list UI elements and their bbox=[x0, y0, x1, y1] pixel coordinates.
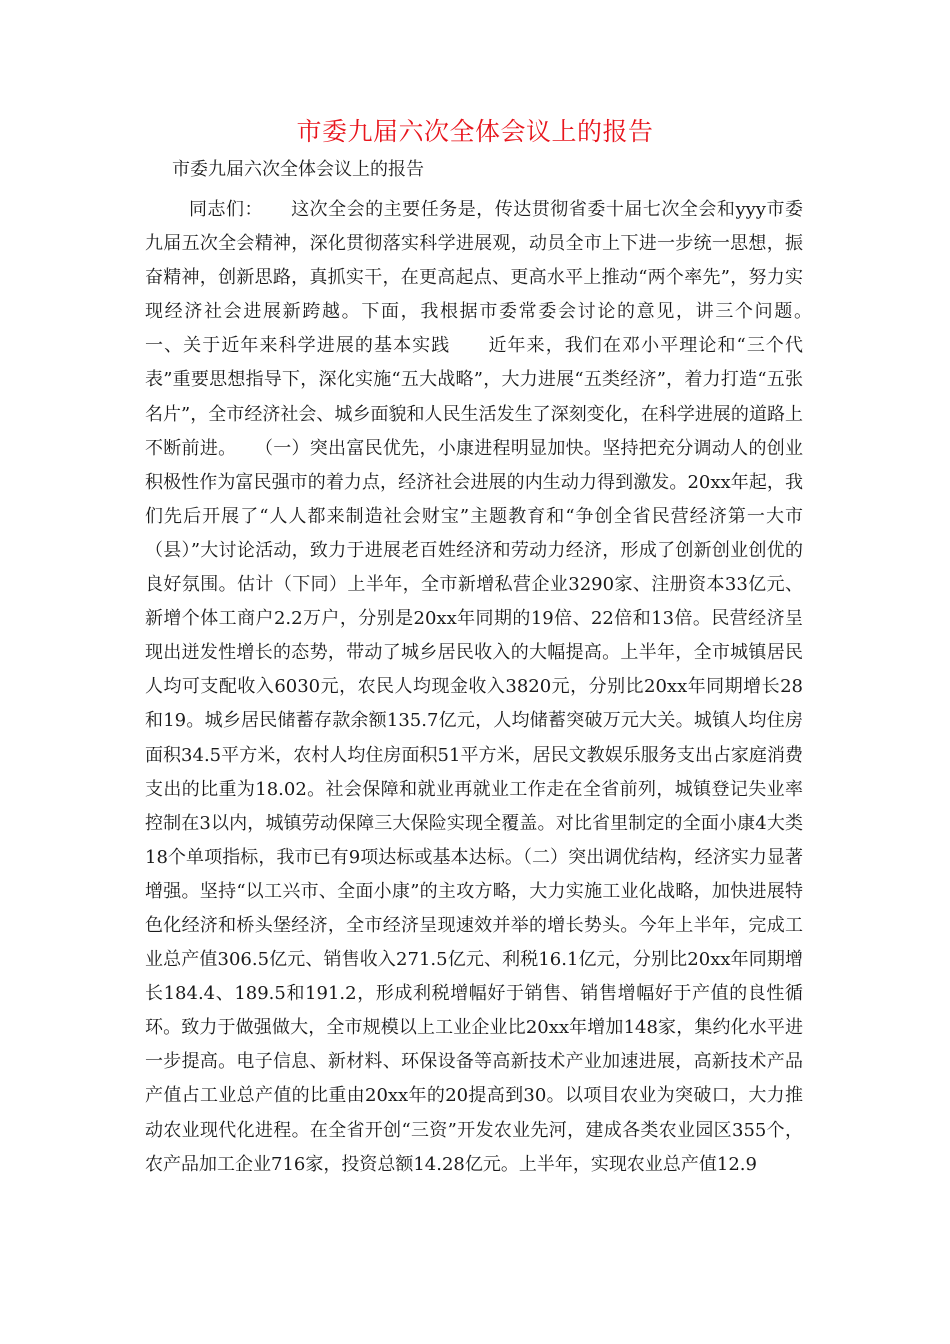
document-title: 市委九届六次全体会议上的报告 bbox=[296, 117, 654, 146]
document-subtitle: 市委九届六次全体会议上的报告 bbox=[172, 159, 424, 180]
document-body: 同志们： 这次全会的主要任务是，传达贯彻省委十届七次全会和yyy市委九届五次全会精神，深化贯彻落实科学进展观，动员全市上下进一步统一思想，振奋精神，创新思路，真抓实干，在更高起点、更高水平上推动“两个率先”，努力实现经济社会进展新跨越。下面，我根据市委常委会讨论的意见，讲三个问题。 一、关于近年来科学进展的基本实践 近年来，我们在邓小平理论和“三个代表”重要思想指导下，深化实施“五大战略”，大力进展“五类经济”，着力打造“五张名片”，全市经济社会、城乡面貌和人民生活发生了深刻变化，在科学进展的道路上不断前进。 （一）突出富民优先，小康进程明显加快。坚持把充分调动人的创业积极性作为富民强市的着力点，经济社会进展的内生动力得到激发。20xx年起，我们先后开展了“人人都来制造社会财宝”主题教育和“争创全省民营经济第一大市（县）”大讨论活动，致力于进展老百姓经济和劳动力经济，形成了创新创业创优的良好氛围。估计（下同）上半年，全市新增私营企业3290家、注册资本33亿元、新增个体工商户2.2万户，分别是20xx年同期的19倍、22倍和13倍。民营经济呈现出迸发性增长的态势，带动了城乡居民收入的大幅提高。上半年，全市城镇居民人均可支配收入6030元，农民人均现金收入3820元，分别比20xx年同期增长28和19。城乡居民储蓄存款余额135.7亿元，人均储蓄突破万元大关。城镇人均住房面积34.5平方米，农村人均住房面积51平方米，居民文教娱乐服务支出占家庭消费支出的比重为18.02。社会保障和就业再就业工作走在全省前列，城镇登记失业率控制在3以内，城镇劳动保障三大保险实现全覆盖。对比省里制定的全面小康4大类18个单项指标，我市已有9项达标或基本达标。（二）突出调优结构，经济实力显著增强。坚持“以工兴市、全面小康”的主攻方略，大力实施工业化战略，加快进展特色化经济和桥头堡经济，全市经济呈现速效并举的增长势头。今年上半年，完成工业总产值306.5亿元、销售收入271.5亿元、利税16.1亿元，分别比20xx年同期增长184.4、189.5和191.2，形成利税增幅好于销售、销售增幅好于产值的良性循环。致力于做强做大，全市规模以上工业企业比20xx年增加148家，集约化水平进一步提高。电子信息、新材料、环保设备等高新技术产业加速进展，高新技术产品产值占工业总产值的比重由20xx年的20提高到30。以项目农业为突破口，大力推动农业现代化进程。在全省开创“三资”开发农业先河，建成各类农业园区355个，农产品加工企业716家，投资总额14.28亿元。上半年，实现农业总产值12.9 bbox=[145, 199, 839, 1175]
